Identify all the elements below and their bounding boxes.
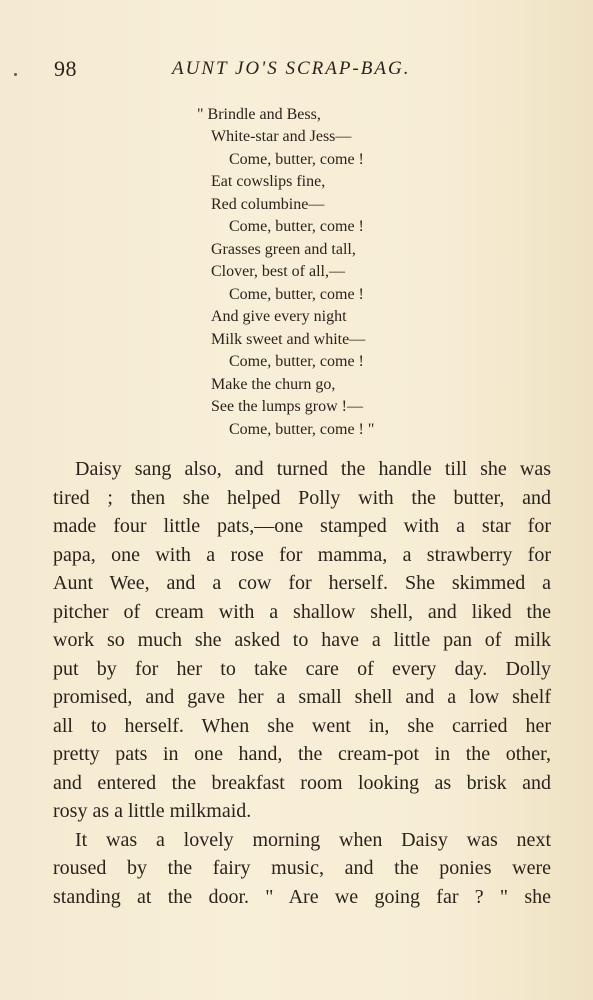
text-line: pretty pats in one hand, the cream-pot in the other, [53, 743, 551, 765]
poem-line: Milk sweet and white— [211, 331, 366, 348]
text-line: put by for her to take care of every day. Dolly [53, 657, 551, 680]
poem-line: Make the churn go, [211, 376, 336, 393]
paragraph [53, 455, 551, 826]
poem-line: See the lumps grow !— [211, 398, 363, 415]
prose-body [53, 455, 551, 911]
text-line: It was a lovely morning when Daisy was next [75, 828, 551, 851]
running-title: AUNT JO'S SCRAP-BAG. [172, 58, 411, 79]
text-line: work so much she asked to have a little pan of milk [53, 629, 551, 651]
text-line: pitcher of cream with a shallow shell, and liked the [53, 600, 551, 623]
text-line: rosy as a little milkmaid. [53, 800, 252, 822]
poem-line: " Brindle and Bess, [197, 106, 321, 123]
text-line: promised, and gave her a small shell and a low shelf [53, 686, 551, 708]
text-line: made four little pats,—one stamped with a star for [53, 515, 551, 537]
poem-line: Eat cowslips fine, [211, 173, 326, 190]
poem-line: White-star and Jess— [211, 128, 352, 145]
text-line: papa, one with a rose for mamma, a strawberry for [53, 543, 551, 566]
poem-line: Clover, best of all,— [211, 263, 345, 280]
poem-line: Come, butter, come ! [229, 218, 364, 235]
text-line: Aunt Wee, and a cow for herself. She skimmed a [53, 572, 551, 594]
margin-mark [14, 73, 17, 76]
poem-line: Come, butter, come ! [229, 286, 364, 303]
text-line: tired ; then she helped Polly with the butter, and [53, 486, 551, 509]
poem-line: Come, butter, come ! [229, 151, 364, 168]
text-line: all to herself. When she went in, she carried her [53, 714, 551, 737]
text-line: standing at the door. " Are we going far ? " she [53, 885, 551, 908]
poem-line: Come, butter, come ! [229, 353, 364, 370]
text-line: roused by the fairy music, and the ponies were [53, 857, 551, 879]
page-number: 98 [54, 56, 77, 81]
poem-line: Red columbine— [211, 196, 325, 213]
poem-line: And give every night [211, 308, 347, 325]
poem-line: Come, butter, come ! " [229, 421, 375, 438]
text-line: and entered the breakfast room looking as brisk and [53, 771, 551, 794]
poem-line: Grasses green and tall, [211, 241, 356, 258]
text-line: Daisy sang also, and turned the handle till she was [75, 458, 551, 480]
paragraph [53, 826, 551, 912]
